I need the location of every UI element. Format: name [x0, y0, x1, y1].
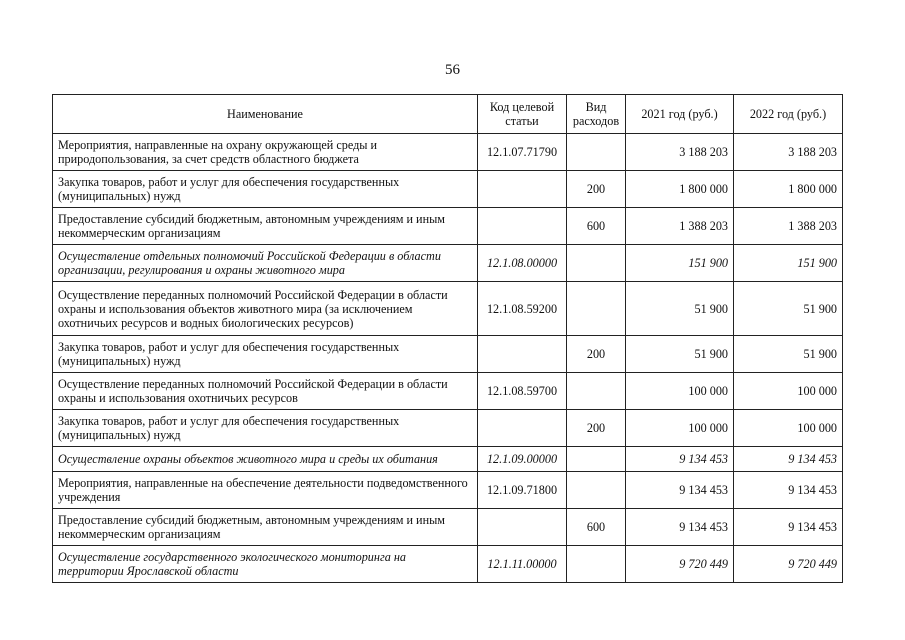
cell-2021: 1 388 203: [626, 208, 734, 245]
cell-2021: 151 900: [626, 245, 734, 282]
cell-code: [478, 171, 567, 208]
header-name: Наименование: [53, 95, 478, 134]
cell-2021: 9 134 453: [626, 509, 734, 546]
cell-code: 12.1.07.71790: [478, 134, 567, 171]
cell-2022: 51 900: [734, 336, 843, 373]
cell-vid: 200: [567, 410, 626, 447]
cell-vid: [567, 447, 626, 472]
cell-vid: 200: [567, 336, 626, 373]
cell-code: 12.1.09.71800: [478, 472, 567, 509]
cell-2021: 9 134 453: [626, 447, 734, 472]
cell-2021: 100 000: [626, 410, 734, 447]
page-number: 56: [445, 62, 460, 78]
cell-code: [478, 410, 567, 447]
cell-name: Закупка товаров, работ и услуг для обеспечения государственных (муниципальных) нужд: [53, 410, 478, 447]
cell-2021: 3 188 203: [626, 134, 734, 171]
cell-code: 12.1.09.00000: [478, 447, 567, 472]
table-row: [53, 472, 843, 509]
cell-2021: 9 134 453: [626, 472, 734, 509]
cell-vid: [567, 245, 626, 282]
cell-name: Закупка товаров, работ и услуг для обеспечения государственных (муниципальных) нужд: [53, 171, 478, 208]
table-row: [53, 336, 843, 373]
header-code: Код целевой статьи: [478, 95, 567, 134]
table-row: [53, 134, 843, 171]
table-row: [53, 373, 843, 410]
table-row: [53, 282, 843, 336]
cell-name: Предоставление субсидий бюджетным, автономным учреждениям и иным некоммерческим организациям: [53, 208, 478, 245]
cell-vid: 600: [567, 208, 626, 245]
table-row: [53, 546, 843, 583]
budget-table: [52, 94, 843, 583]
cell-2022: 9 134 453: [734, 472, 843, 509]
table-row: [53, 509, 843, 546]
cell-2021: 100 000: [626, 373, 734, 410]
cell-2022: 3 188 203: [734, 134, 843, 171]
cell-2022: 100 000: [734, 373, 843, 410]
cell-code: 12.1.08.59200: [478, 282, 567, 336]
cell-2021: 51 900: [626, 336, 734, 373]
cell-2022: 1 388 203: [734, 208, 843, 245]
table-header-row: [53, 95, 843, 134]
cell-vid: [567, 472, 626, 509]
cell-name: Осуществление переданных полномочий Российской Федерации в области охраны и использования охотничьих ресурсов: [53, 373, 478, 410]
cell-name: Мероприятия, направленные на обеспечение деятельности подведомственного учреждения: [53, 472, 478, 509]
cell-2022: 51 900: [734, 282, 843, 336]
cell-vid: [567, 373, 626, 410]
table-row: [53, 171, 843, 208]
cell-2021: 9 720 449: [626, 546, 734, 583]
cell-vid: [567, 134, 626, 171]
cell-name: Осуществление охраны объектов животного мира и среды их обитания: [53, 447, 478, 472]
table-row: [53, 245, 843, 282]
cell-name: Предоставление субсидий бюджетным, автономным учреждениям и иным некоммерческим организациям: [53, 509, 478, 546]
table-row: [53, 208, 843, 245]
table-row: [53, 447, 843, 472]
cell-name: Мероприятия, направленные на охрану окружающей среды и природопользования, за счет средств областного бюджета: [53, 134, 478, 171]
cell-2022: 1 800 000: [734, 171, 843, 208]
cell-code: 12.1.11.00000: [478, 546, 567, 583]
cell-code: 12.1.08.00000: [478, 245, 567, 282]
header-2022: 2022 год (руб.): [734, 95, 843, 134]
cell-code: 12.1.08.59700: [478, 373, 567, 410]
cell-vid: [567, 546, 626, 583]
header-2021: 2021 год (руб.): [626, 95, 734, 134]
cell-name: Осуществление отдельных полномочий Российской Федерации в области организации, регулирования и охраны животного мира: [53, 245, 478, 282]
header-vid: Вид расходов: [567, 95, 626, 134]
cell-2021: 51 900: [626, 282, 734, 336]
cell-code: [478, 208, 567, 245]
cell-name: Осуществление переданных полномочий Российской Федерации в области охраны и использования объектов животного мира (за исключением охотничьих ресурсов и водных биологических ресурсов): [53, 282, 478, 336]
cell-2022: 9 720 449: [734, 546, 843, 583]
cell-vid: [567, 282, 626, 336]
cell-code: [478, 336, 567, 373]
cell-2022: 151 900: [734, 245, 843, 282]
cell-2022: 9 134 453: [734, 509, 843, 546]
cell-2022: 9 134 453: [734, 447, 843, 472]
table-row: [53, 410, 843, 447]
cell-vid: 600: [567, 509, 626, 546]
cell-code: [478, 509, 567, 546]
cell-vid: 200: [567, 171, 626, 208]
cell-name: Закупка товаров, работ и услуг для обеспечения государственных (муниципальных) нужд: [53, 336, 478, 373]
cell-2021: 1 800 000: [626, 171, 734, 208]
cell-name: Осуществление государственного экологического мониторинга на территории Ярославской области: [53, 546, 478, 583]
cell-2022: 100 000: [734, 410, 843, 447]
